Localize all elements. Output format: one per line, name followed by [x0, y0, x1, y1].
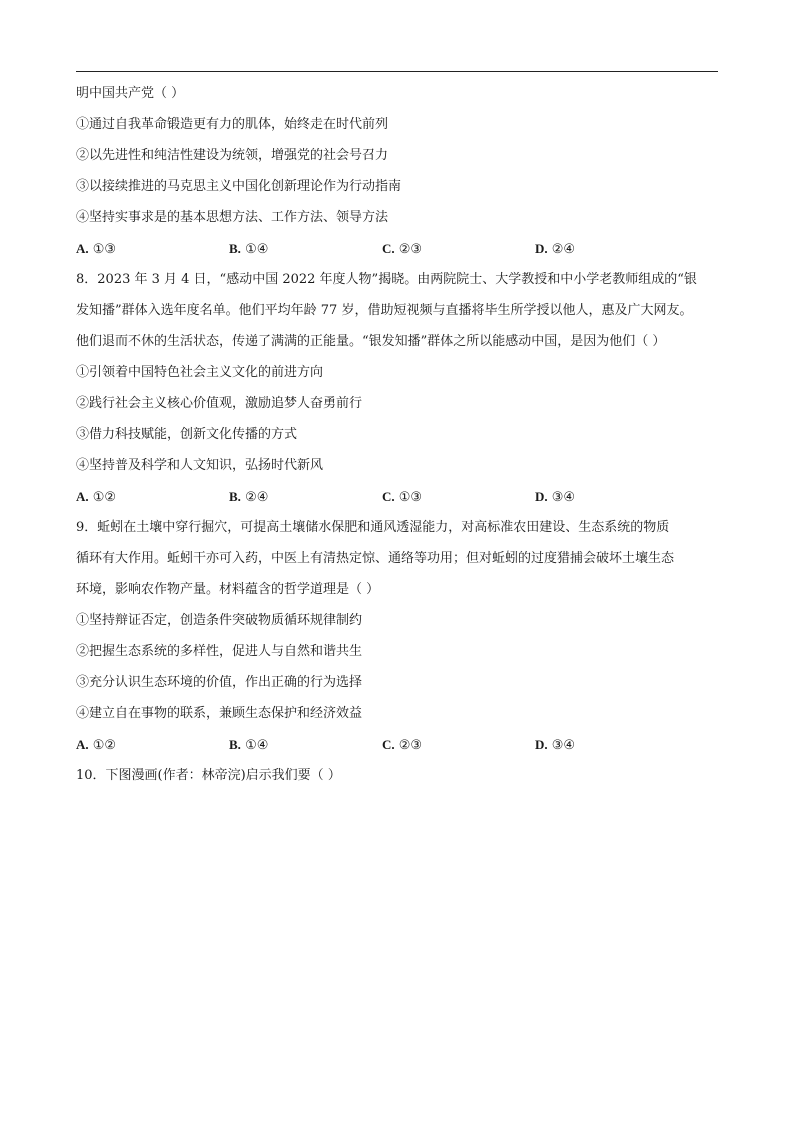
- option-letter: C.: [382, 488, 395, 504]
- question-9-option-d[interactable]: [535, 729, 688, 761]
- exam-page-content: [76, 78, 726, 791]
- question-8-option-a[interactable]: [76, 481, 229, 513]
- option-text: ②④: [245, 489, 269, 505]
- question-10-stem: 10．下图漫画(作者：林帝浣)启示我们要（ ）: [76, 768, 341, 783]
- option-text: ①②: [92, 737, 117, 753]
- option-text: ①②: [92, 489, 117, 505]
- question-8-item-4: ④坚持普及科学和人文知识，弘扬时代新风: [76, 458, 324, 473]
- question-7-item-1: ①通过自我革命锻造更有力的肌体，始终走在时代前列: [76, 117, 389, 132]
- question-7-stem: 明中国共产党（ ）: [76, 86, 185, 101]
- option-text: ③④: [551, 489, 576, 505]
- question-8-item-2: ②践行社会主义核心价值观，激励追梦人奋勇前行: [76, 396, 363, 411]
- question-9-option-c[interactable]: [382, 729, 535, 761]
- question-9: [76, 512, 726, 760]
- question-7-item-3: ③以接续推进的马克思主义中国化创新理论作为行动指南: [76, 179, 402, 194]
- question-7-option-c[interactable]: [382, 233, 535, 265]
- option-letter: B.: [229, 240, 241, 256]
- question-9-item-1: ①坚持辩证否定，创造条件突破物质循环规律制约: [76, 613, 363, 628]
- option-letter: B.: [229, 488, 241, 504]
- question-9-stem-line-3: 环境，影响农作物产量。材料蕴含的哲学道理是（ ）: [76, 582, 380, 597]
- question-8-option-c[interactable]: [382, 481, 535, 513]
- option-text: ①③: [398, 489, 423, 505]
- option-letter: B.: [229, 736, 241, 752]
- question-9-option-a[interactable]: [76, 729, 229, 761]
- question-8-item-1: ①引领着中国特色社会主义文化的前进方向: [76, 365, 324, 380]
- question-9-item-3: ③充分认识生态环境的价值，作出正确的行为选择: [76, 675, 363, 690]
- question-7-option-b[interactable]: [229, 233, 382, 265]
- question-7-option-d[interactable]: [535, 233, 688, 265]
- question-8-option-d[interactable]: [535, 481, 688, 513]
- question-9-stem-line-1: 9．蚯蚓在土壤中穿行掘穴，可提高土壤储水保肥和通风透湿能力，对高标准农田建设、生态系统的物质: [76, 520, 670, 535]
- question-7: [76, 78, 726, 264]
- question-8-stem-line-2: 发知播”群体入选年度名单。他们平均年龄 77 岁，借助短视频与直播将毕生所学授以他人，惠及广大网友。: [76, 303, 693, 318]
- question-7-options: [76, 233, 726, 264]
- option-letter: A.: [76, 736, 89, 752]
- question-9-option-b[interactable]: [229, 729, 382, 761]
- option-letter: D.: [535, 736, 548, 752]
- question-7-item-4: ④坚持实事求是的基本思想方法、工作方法、领导方法: [76, 210, 389, 225]
- option-text: ②③: [398, 737, 423, 753]
- question-7-item-2: ②以先进性和纯洁性建设为统领，增强党的社会号召力: [76, 148, 389, 163]
- question-9-options: [76, 729, 726, 760]
- question-10: [76, 760, 726, 791]
- header-rule: [76, 71, 718, 72]
- question-8-stem-line-3: 他们退而不休的生活状态，传递了满满的正能量。“银发知播”群体之所以能感动中国，是因为他们（ ）: [76, 334, 666, 349]
- option-text: ③④: [551, 737, 576, 753]
- question-8-stem-line-1: 8．2023 年 3 月 4 日，“感动中国 2022 年度人物”揭晓。由两院院士、大学教授和中小学老教师组成的“银: [76, 272, 697, 287]
- question-8-options: [76, 481, 726, 512]
- option-text: ②③: [398, 241, 423, 257]
- question-7-option-a[interactable]: [76, 233, 229, 265]
- option-text: ①④: [245, 737, 269, 753]
- option-letter: D.: [535, 240, 548, 256]
- question-8-item-3: ③借力科技赋能，创新文化传播的方式: [76, 427, 298, 442]
- option-letter: C.: [382, 736, 395, 752]
- option-letter: A.: [76, 240, 89, 256]
- option-letter: D.: [535, 488, 548, 504]
- option-text: ①④: [245, 241, 269, 257]
- option-text: ①③: [92, 241, 117, 257]
- option-letter: A.: [76, 488, 89, 504]
- question-8: [76, 264, 726, 512]
- question-9-item-2: ②把握生态系统的多样性，促进人与自然和谐共生: [76, 644, 363, 659]
- option-text: ②④: [551, 241, 576, 257]
- question-9-stem-line-2: 循环有大作用。蚯蚓干亦可入药，中医上有清热定惊、通络等功用；但对蚯蚓的过度猎捕会破坏土壤生态: [76, 551, 675, 566]
- question-9-item-4: ④建立自在事物的联系，兼顾生态保护和经济效益: [76, 706, 363, 721]
- option-letter: C.: [382, 240, 395, 256]
- question-8-option-b[interactable]: [229, 481, 382, 513]
